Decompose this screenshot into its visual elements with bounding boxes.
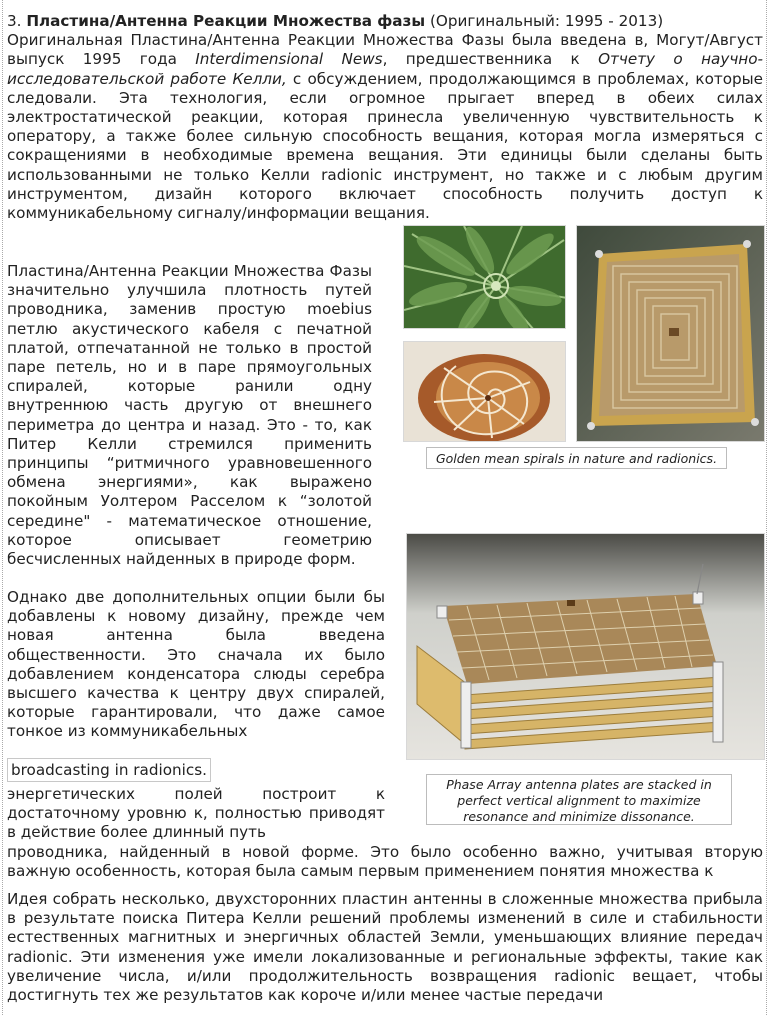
section-heading: Пластина/Антенна Реакции Множества фазы (26, 12, 426, 30)
capacitor-paragraph: Однако две дополнительных опции были бы добавлены к новому дизайну, прежде чем новая антенна была введена общественности. Это сначала их было добавлением конденсатора слюды серебра высшего качества к центру двух спиралей, которые гарантировали, что даже самое тонкое из коммуникабельных (7, 588, 385, 741)
stacked-array-photo (406, 533, 765, 760)
intro-text-2: , предшественника к (382, 50, 599, 69)
heading-number: 3. (7, 12, 22, 30)
spiral-plate-photo (576, 225, 765, 442)
right-dotted-border (766, 0, 767, 1015)
intro-text-3: с обсуждением, продолжающимся в проблемах, которые следовали. Эта технология, если огромное прыгает вперед в обеих силах электростатической реакции, которая принесла увеличенную чувствительность к оператору, а также более сильную способность вещания, которая могла измеряться с сокращениями в необходимые времена вещания. Эти единицы были сделаны быть использованными не только Келли radionic инструмент, но также и с любым другим инструментом, дизайн которого включает способность получить доступ к коммуникабельному сигналу/информации вещания. (7, 69, 763, 223)
spirals-caption: Golden mean spirals in nature and radionics. (426, 447, 727, 469)
journal-name: Interdimensional News (195, 50, 383, 69)
intro-paragraph (7, 12, 763, 223)
capacitor-paragraph-end: проводника, найденный в новой форме. Это было особенно важно, учитывая вторую важную особенность, которая была самым первым применением понятия множества к (7, 843, 763, 881)
spiral-paragraph: Пластина/Антенна Реакции Множества Фазы значительно улучшила плотность путей проводника, заменив простую moebius петлю акустического кабеля с печатной платой, отпечатанной не только в простой паре петель, но и в паре прямоугольных спиралей, которые ранили одну внутреннюю часть другую от внешнего периметра до центра и назад. Это - то, как Питер Келли стремился применить принципы “ритмичного уравновешенного обмена энергиями», как выражено покойным Уолтером Расселом к “золотой середине" - математическое отношение, которое описывает геометрию бесчисленных найденных в природе форм. (7, 262, 372, 569)
left-dotted-border (2, 0, 3, 1015)
broadcasting-link[interactable]: broadcasting in radionics. (7, 758, 211, 782)
intro-text-1: Оригинальная Пластина/Антенна Реакции Множества Фазы была введена в, Могут/Август выпуск 1995 года (7, 31, 763, 69)
array-paragraph: Идея собрать несколько, двухсторонних пластин антенны в сложенные множества прибыла в результате поиска Питера Келли решений проблемы изменений в силе и стабильности естественных магнитных и энергичных областей Земли, уменьшающих влияние передач radionic. Эти изменения уже имели локализованные и региональные эффекты, такие как увеличение числа, и/или продолжительность возвращения radionic вещает, чтобы достигнуть тех же результатов как короче и/или менее частые передачи (7, 890, 763, 1005)
heading-years: (Оригинальный: 1995 - 2013) (429, 12, 664, 30)
nautilus-shell-photo (403, 341, 566, 442)
report-name: Отчету о научно-исследовательской работе Келли, (7, 50, 763, 88)
stacked-array-caption: Phase Array antenna plates are stacked in perfect vertical alignment to maximize resonance and minimize dissonance. (426, 774, 732, 825)
leaf-spiral-photo (403, 225, 566, 329)
capacitor-paragraph-continued: энергетических полей построит к достаточному уровню к, полностью приводят в действие более длинный путь (7, 785, 385, 842)
